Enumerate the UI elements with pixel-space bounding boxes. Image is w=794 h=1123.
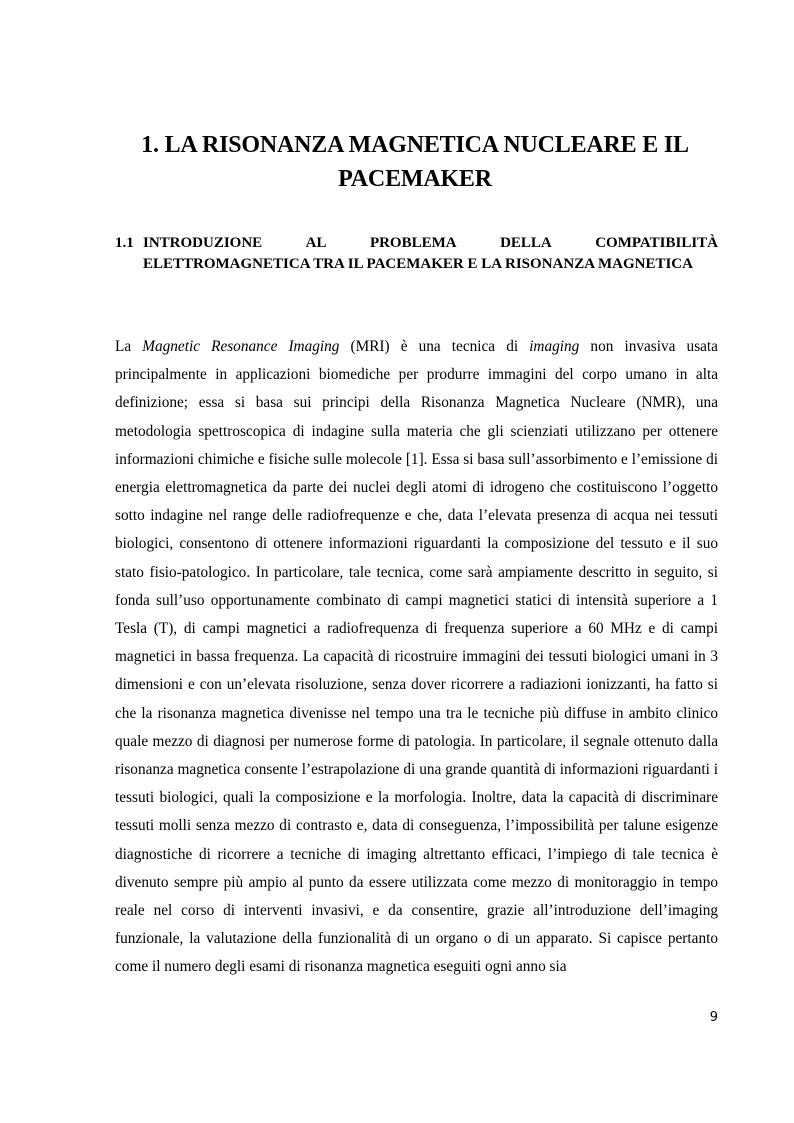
section-title: INTRODUZIONE AL PROBLEMA DELLA COMPATIBILITÀ ELETTROMAGNETICA TRA IL PACEMAKER E LA RISONANZA MAGNETICA [143, 235, 718, 272]
body-paragraph [115, 333, 718, 982]
page-number: 9 [709, 1010, 718, 1025]
section-number: 1.1 [115, 235, 134, 251]
paragraph-text: (MRI) è una tecnica di [339, 338, 530, 355]
paragraph-text: non invasiva usata principalmente in applicazioni biomediche per produrre immagini del corpo umano in alta definizione; essa si basa sui principi della Risonanza Magnetica Nucleare (NMR), una metodologia spettroscopica di indagine sulla materia che gli scienziati utilizzano per ottenere informazioni chimiche e fisiche sulle molecole [1]. Essa si basa sull’assorbimento e l’emissione di energia elettromagnetica da parte dei nuclei degli atomi di idrogeno che costituiscono l’oggetto sotto indagine nel range delle radiofrequenze e che, data l’elevata presenza di acqua nei tessuti biologici, consentono di ottenere informazioni riguardanti la composizione del tessuto e il suo stato fisio-patologico. In particolare, tale tecnica, come sarà ampiamente descritto in seguito, si fonda sull’uso opportunamente combinato di campi magnetici statici di intensità superiore a 1 Tesla (T), di campi magnetici a radiofrequenza di frequenza superiore a 60 MHz e di campi magnetici in bassa frequenza. La capacità di ricostruire immagini dei tessuti biologici umani in 3 dimensioni e con un’elevata risoluzione, senza dover ricorrere a radiazioni ionizzanti, ha fatto si che la risonanza magnetica divenisse nel tempo una tra le tecniche più diffuse in ambito clinico quale mezzo di diagnosi per numerose forme di patologia. In particolare, il segnale ottenuto dalla risonanza magnetica consente l’estrapolazione di una grande quantità di informazioni riguardanti i tessuti biologici, quali la composizione e la morfologia. Inoltre, data la capacità di discriminare tessuti molli senza mezzo di contrasto e, data di conseguenza, l’impossibilità per talune esigenze diagnostiche di ricorrere a tecniche di imaging altrettanto efficaci, l’impiego di tale tecnica è divenuto sempre più ampio al punto da essere utilizzata come mezzo di monitoraggio in tempo reale nel corso di interventi invasivi, e da consentire, grazie all’introduzione dell’imaging funzionale, la valutazione della funzionalità di un organo o di un apparato. Si capisce pertanto come il numero degli esami di risonanza magnetica eseguiti ogni anno sia [115, 338, 718, 976]
section-heading [115, 233, 718, 275]
italic-term: imaging [529, 338, 580, 355]
italic-term: Magnetic Resonance Imaging [142, 338, 340, 355]
chapter-title: 1. LA RISONANZA MAGNETICA NUCLEARE E IL PACEMAKER [141, 132, 689, 192]
paragraph-text: La [115, 338, 143, 355]
